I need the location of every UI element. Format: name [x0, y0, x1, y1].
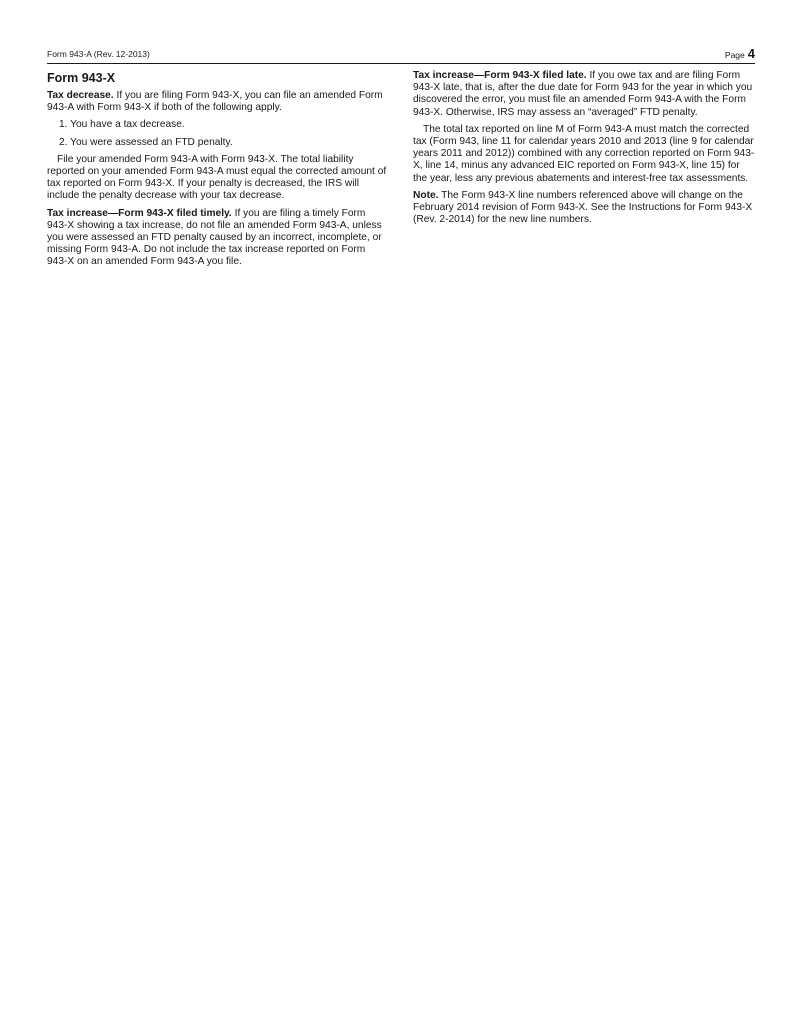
- tax-increase-late-text: If you owe tax and are filing Form 943-X late, that is, after the due date for Form 943 for the year in which you discovered the error, you must file an amended Form 943-A with the Form 943-X. Otherwise, IRS may assess an “averaged” FTD penalty.: [413, 70, 753, 118]
- form-revision-label: Form 943-A (Rev. 12-2013): [47, 49, 150, 59]
- tax-increase-timely-text: If you are filing a timely Form 943-X showing a tax increase, do not file an amended Form 943-A, unless you were assessed an FTD penalty caused by an incorrect, incomplete, or missing Form 943-A. Do not include the tax increase reported on Form 943-X on an amended Form 943-A you file.: [47, 207, 382, 268]
- page-number: 4: [747, 46, 755, 61]
- note-paragraph: [413, 190, 755, 227]
- left-column: [47, 70, 387, 274]
- list-item-2: 2. You were assessed an FTD penalty.: [59, 136, 233, 148]
- tax-increase-late-heading: Tax increase—Form 943-X filed late.: [413, 70, 587, 81]
- note-heading: Note.: [413, 189, 439, 201]
- total-tax-paragraph: The total tax reported on line M of Form 943-A must match the corrected tax (Form 943, line 11 for calendar years 2010 and 2013 (line 9 for calendar years 2011 and 2012)) combined with any correction reported on Form 943-X, line 14, minus any advanced EIC reported on Form 943-X, line 15) for the year, less any previous abatements and interest-free tax assessments.: [413, 123, 755, 184]
- tax-increase-timely-heading: Tax increase—Form 943-X filed timely.: [47, 207, 232, 219]
- tax-decrease-text: If you are filing Form 943-X, you can file an amended Form 943-A with Form 943-X if both of the following apply.: [47, 90, 383, 114]
- right-column: [413, 70, 755, 231]
- section-title: Form 943-X: [47, 71, 116, 85]
- page-label: Page: [724, 50, 745, 60]
- tax-decrease-paragraph: [47, 90, 387, 114]
- tax-increase-timely-paragraph: [47, 208, 387, 269]
- page-header: [47, 46, 755, 62]
- tax-decrease-heading: Tax decrease.: [47, 90, 114, 101]
- note-text: The Form 943-X line numbers referenced above will change on the February 2014 revision of Form 943-X. See the Instructions for Form 943-X (Rev. 2-2014) for the new line numbers.: [413, 189, 753, 226]
- file-amended-paragraph: File your amended Form 943-A with Form 943-X. The total liability reported on your amended Form 943-A must equal the corrected amount of tax reported on Form 943-X. If your penalty is decreased, the IRS will include the penalty decrease with your tax decrease.: [47, 153, 387, 202]
- list-item-1: 1. You have a tax decrease.: [59, 119, 185, 131]
- tax-increase-late-paragraph: [413, 70, 755, 119]
- page-indicator: [725, 46, 755, 61]
- header-rule: [47, 63, 755, 64]
